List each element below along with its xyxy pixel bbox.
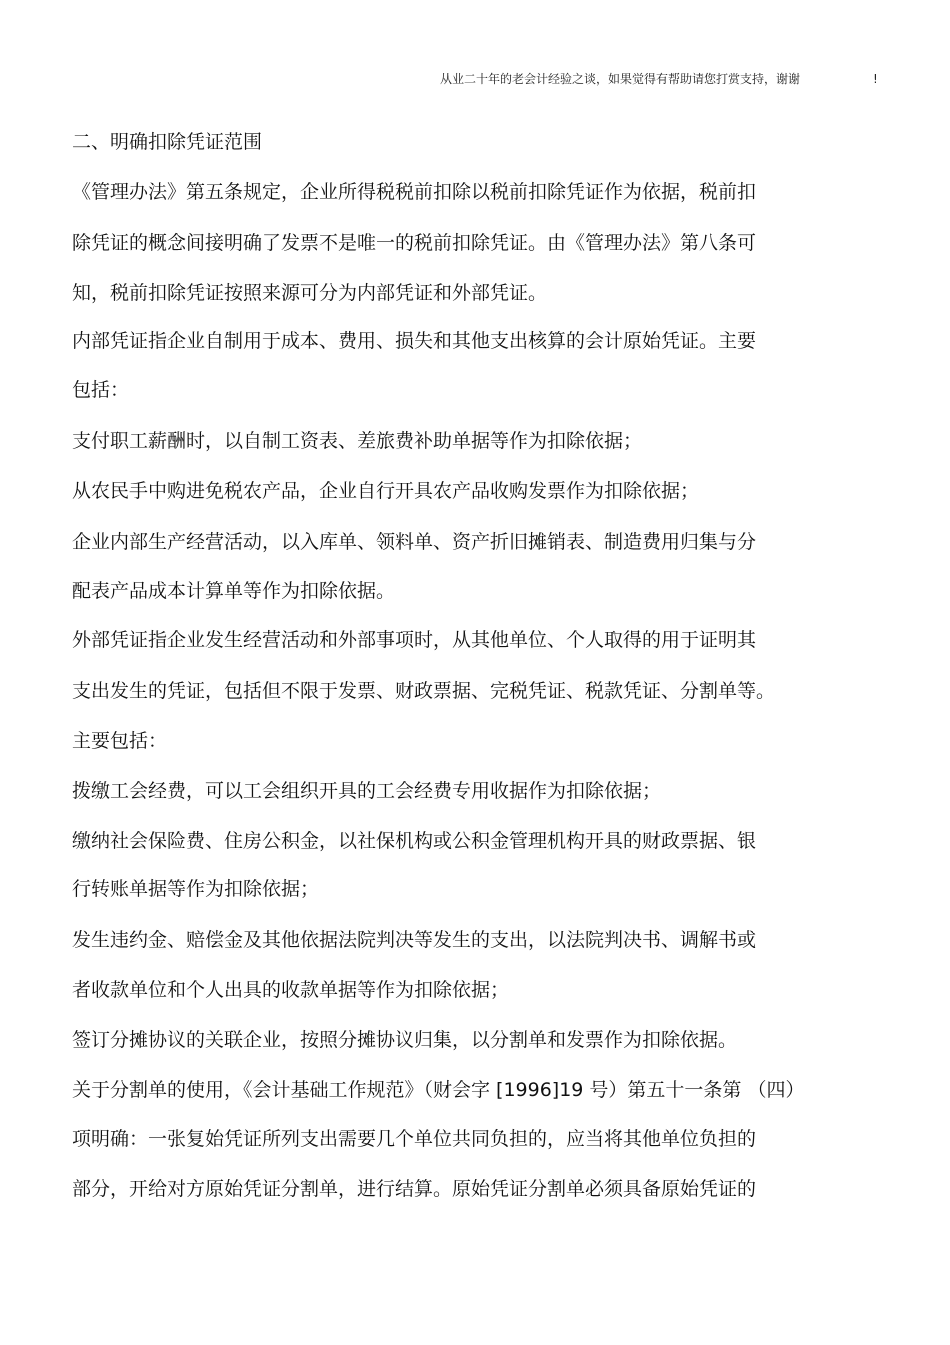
text-line: 《管理办法》第五条规定，企业所得税税前扣除以税前扣除凭证作为依据，税前扣: [72, 181, 757, 203]
section-heading: 二、明确扣除凭证范围: [72, 131, 263, 153]
text-line: 主要包括：: [72, 730, 168, 752]
text-line: 除凭证的概念间接明确了发票不是唯一的税前扣除凭证。由《管理办法》第八条可: [72, 232, 757, 254]
text-line: 行转账单据等作为扣除依据；: [72, 878, 320, 900]
text-line: 内部凭证指企业自制用于成本、费用、损失和其他支出核算的会计原始凭证。主要: [72, 330, 757, 352]
header-exclamation: !: [873, 72, 878, 86]
text-line: 包括：: [72, 379, 130, 401]
text-line: 外部凭证指企业发生经营活动和外部事项时，从其他单位、个人取得的用于证明其: [72, 629, 757, 651]
text-line: 缴纳社会保险费、住房公积金，以社保机构或公积金管理机构开具的财政票据、银: [72, 830, 757, 852]
text-line: 部分，开给对方原始凭证分割单，进行结算。原始凭证分割单必须具备原始凭证的: [72, 1178, 757, 1200]
text-line: 者收款单位和个人出具的收款单据等作为扣除依据；: [72, 979, 510, 1001]
text-line: 项明确：一张复始凭证所列支出需要几个单位共同负担的，应当将其他单位负担的: [72, 1128, 757, 1150]
header-note: 从业二十年的老会计经验之谈，如果觉得有帮助请您打赏支持，谢谢: [440, 72, 801, 86]
text-line: 企业内部生产经营活动，以入库单、领料单、资产折旧摊销表、制造费用归集与分: [72, 531, 757, 553]
text-line: 签订分摊协议的关联企业，按照分摊协议归集，以分割单和发票作为扣除依据。: [72, 1029, 738, 1051]
text-line: 从农民手中购进免税农产品，企业自行开具农产品收购发票作为扣除依据；: [72, 480, 700, 502]
text-line: 发生违约金、赔偿金及其他依据法院判决等发生的支出，以法院判决书、调解书或: [72, 929, 757, 951]
text-line: 支出发生的凭证，包括但不限于发票、财政票据、完税凭证、税款凭证、分割单等。: [72, 680, 776, 702]
text-line: 拨缴工会经费，可以工会组织开具的工会经费专用收据作为扣除依据；: [72, 780, 662, 802]
text-line: 配表产品成本计算单等作为扣除依据。: [72, 580, 396, 602]
text-line: 关于分割单的使用，《会计基础工作规范》（财会字 [1996]19 号）第五十一条第 （四）: [72, 1079, 805, 1101]
text-line: 支付职工薪酬时，以自制工资表、差旅费补助单据等作为扣除依据；: [72, 430, 643, 452]
text-line: 知，税前扣除凭证按照来源可分为内部凭证和外部凭证。: [72, 282, 548, 304]
